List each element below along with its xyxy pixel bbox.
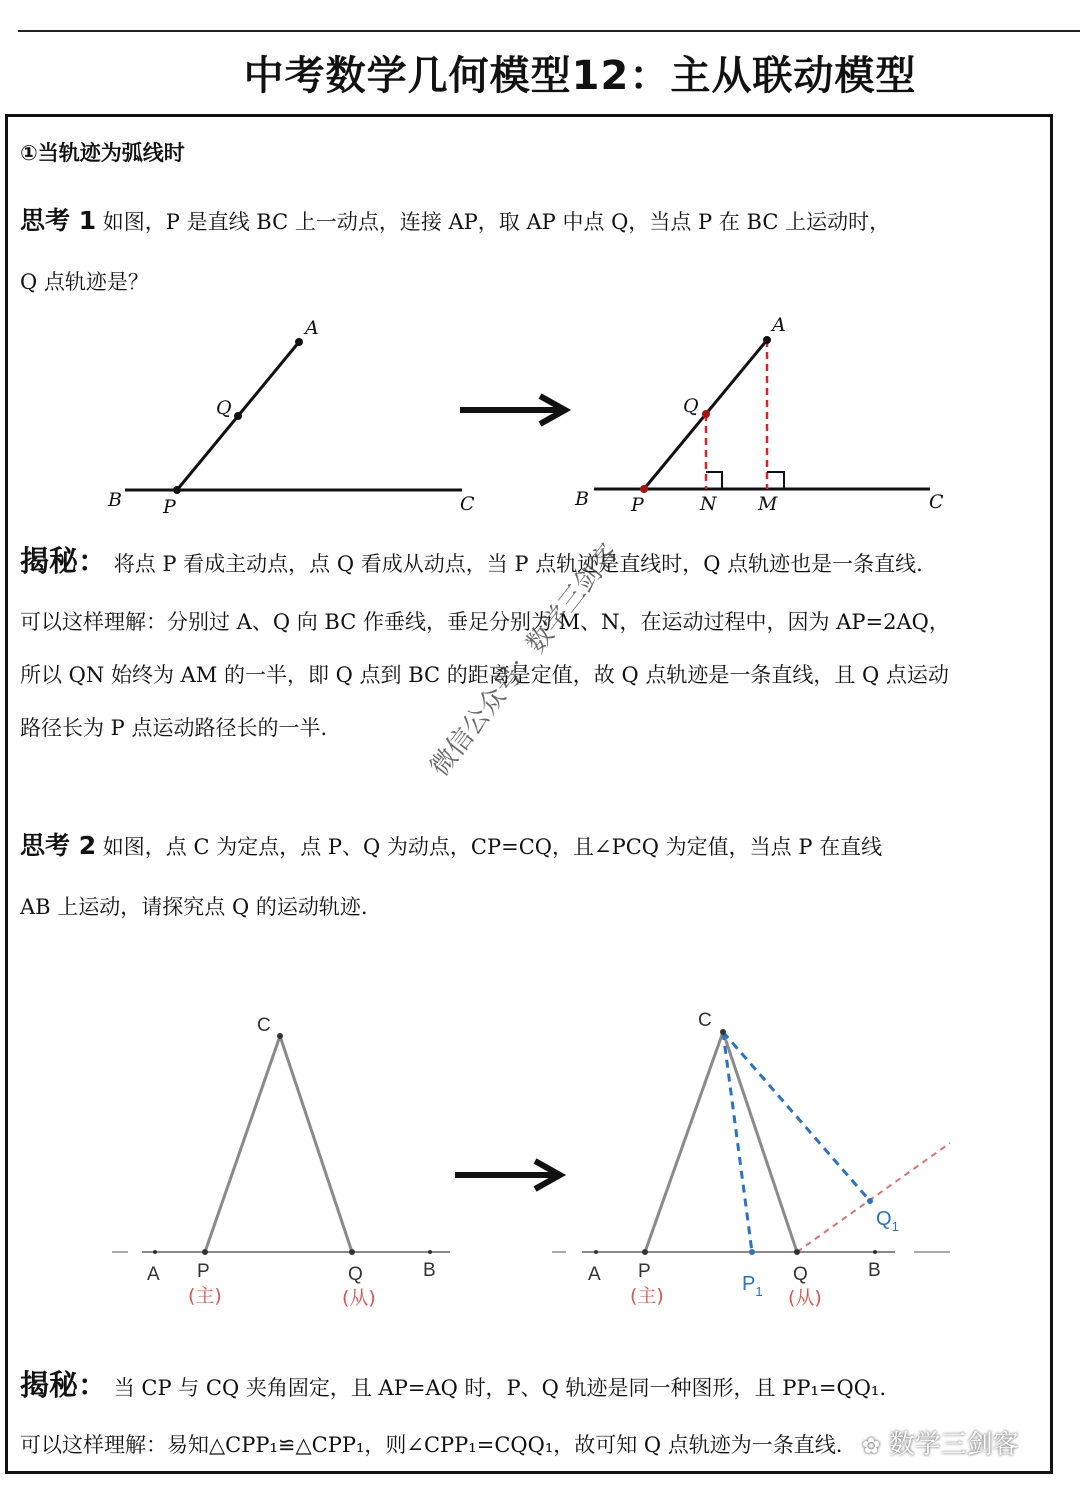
- top-rule: [18, 30, 1080, 32]
- fig2-right-label-q: Q: [793, 1264, 808, 1285]
- fig2-right-point-a: [594, 1250, 598, 1254]
- fig1-right-point-a: [763, 336, 771, 344]
- fig1-right-label-q: Q: [683, 395, 699, 417]
- fig2-right-point-b: [873, 1250, 877, 1254]
- page-title: 中考数学几何模型12：主从联动模型: [243, 53, 917, 99]
- fig2-right-label-p1-sub: 1: [755, 1284, 763, 1299]
- fig2-left-label-b: B: [423, 1260, 436, 1281]
- fig2-right-segment-cq: [723, 1032, 797, 1252]
- figure1: [100, 310, 960, 525]
- fig2-right-label-p1: [742, 1273, 763, 1299]
- fig2-right-label-q1: [876, 1208, 899, 1234]
- fig1-left-point-q: [234, 412, 242, 420]
- reveal1-line4: 路径长为 P 点运动路径长的一半.: [20, 716, 328, 740]
- fig2-right-label-q1-sub: 1: [891, 1219, 899, 1234]
- wechat-badge-label: 数学三剑客: [888, 1430, 1019, 1460]
- think1-line2: Q 点轨迹是？: [20, 270, 149, 294]
- fig1-left-label-c: C: [460, 493, 475, 515]
- fig2-right-segment-cq1: [723, 1032, 870, 1201]
- think2-text: 如图，点 C 为定点，点 P、Q 为动点，CP=CQ，且∠PCQ 为定值，当点 P 在直线: [102, 835, 883, 859]
- fig2-left-label-p: P: [197, 1261, 210, 1282]
- fig2-left-point-c: [277, 1033, 283, 1039]
- fig1-left-point-a: [295, 338, 303, 346]
- wechat-badge: [862, 1424, 1019, 1461]
- fig1-right-right-angle-m: [767, 472, 784, 489]
- think1-text: 如图，P 是直线 BC 上一动点，连接 AP，取 AP 中点 Q，当点 P 在 BC 上运动时，: [102, 210, 891, 234]
- think1-line1: [20, 206, 890, 237]
- fig1-left-label-b: B: [108, 489, 122, 511]
- fig2-left-segment-cp: [205, 1036, 280, 1252]
- fig2-right-point-q1: [867, 1198, 873, 1204]
- fig2-right-trajectory-q: [797, 1143, 950, 1252]
- fig1-right-label-n: N: [700, 493, 717, 515]
- fig2-right-label-a: A: [588, 1264, 601, 1285]
- think2-label: 思考 2: [20, 831, 97, 860]
- fig2-right-label-master: (主): [630, 1285, 664, 1307]
- fig1-right-label-a: A: [772, 314, 786, 336]
- fig2-left-label-master: (主): [188, 1285, 222, 1307]
- fig1-right-label-b: B: [575, 488, 589, 510]
- fig2-left-label-c: C: [257, 1015, 271, 1036]
- fig2-left-label-slave: (从): [342, 1287, 376, 1309]
- think2-line1: [20, 831, 882, 862]
- fig2-right-label-b: B: [868, 1260, 881, 1281]
- fig1-left-point-p: [173, 486, 181, 494]
- fig2-left-label-a: A: [147, 1264, 160, 1285]
- think2-line2: AB 上运动，请探究点 Q 的运动轨迹.: [20, 895, 368, 919]
- wechat-logo-icon: ✿: [862, 1434, 881, 1459]
- reveal2-text: 当 CP 与 CQ 夹角固定，且 AP=AQ 时，P、Q 轨迹是同一种图形，且 PP₁=QQ₁.: [113, 1376, 887, 1400]
- fig1-right-label-p: P: [631, 494, 644, 516]
- figure2: [100, 1005, 960, 1325]
- fig2-right-label-c: C: [698, 1010, 712, 1031]
- fig2-right-point-c: [720, 1029, 726, 1035]
- fig2-right-point-p1: [749, 1249, 755, 1255]
- fig2-right-label-p1-main: P: [742, 1273, 756, 1295]
- reveal1-line1: [20, 546, 923, 579]
- fig2-left-point-p: [202, 1249, 208, 1255]
- reveal2-line1: [20, 1370, 886, 1403]
- fig2-left-segment-cq: [280, 1036, 352, 1252]
- fig2-right-point-q: [794, 1249, 800, 1255]
- fig2-left-label-q: Q: [348, 1264, 363, 1285]
- fig1-right-right-angle-n: [706, 472, 722, 489]
- think1-label: 思考 1: [20, 206, 97, 235]
- reveal2-label: 揭秘：: [20, 1368, 108, 1402]
- fig2-right-label-slave: (从): [788, 1287, 822, 1309]
- fig1-arrow-icon: [460, 396, 565, 424]
- fig2-right-point-p: [642, 1249, 648, 1255]
- fig2-left-point-a: [153, 1250, 157, 1254]
- fig1-left-label-q: Q: [216, 397, 232, 419]
- fig2-right-segment-cp: [645, 1032, 723, 1252]
- fig1-right-point-q: [702, 410, 710, 418]
- fig1-right-point-p: [640, 485, 648, 493]
- reveal2-line2: 可以这样理解：易知△CPP₁≌△CPP₁，则∠CPP₁=CQQ₁，故可知 Q 点轨迹为一条直线.: [20, 1433, 843, 1457]
- reveal1-label: 揭秘：: [20, 544, 108, 578]
- watermark-text: 微信公众号：数学三剑客: [424, 538, 625, 783]
- fig2-right-segment-cp1: [723, 1032, 752, 1252]
- reveal1-text: 将点 P 看成主动点，点 Q 看成从动点，当 P 点轨迹是直线时，Q 点轨迹也是一条直线.: [113, 552, 923, 576]
- fig1-right-label-c: C: [929, 491, 944, 513]
- reveal1-line2: 可以这样理解：分别过 A、Q 向 BC 作垂线，垂足分别为 M、N，在运动过程中，因为 AP=2AQ，: [20, 610, 950, 634]
- fig2-right-label-p: P: [638, 1261, 651, 1282]
- fig1-right-label-m: M: [758, 493, 778, 515]
- fig1-left-label-a: A: [305, 317, 319, 339]
- fig1-left-label-p: P: [163, 496, 176, 518]
- fig2-left-point-b: [428, 1250, 432, 1254]
- section-heading: ①当轨迹为弧线时: [20, 141, 185, 165]
- fig2-left-point-q: [349, 1249, 355, 1255]
- fig2-right-label-q1-main: Q: [876, 1208, 892, 1230]
- fig2-arrow-icon: [455, 1161, 560, 1189]
- reveal1-line3: 所以 QN 始终为 AM 的一半，即 Q 点到 BC 的距离是定值，故 Q 点轨迹是一条直线，且 Q 点运动: [20, 663, 949, 687]
